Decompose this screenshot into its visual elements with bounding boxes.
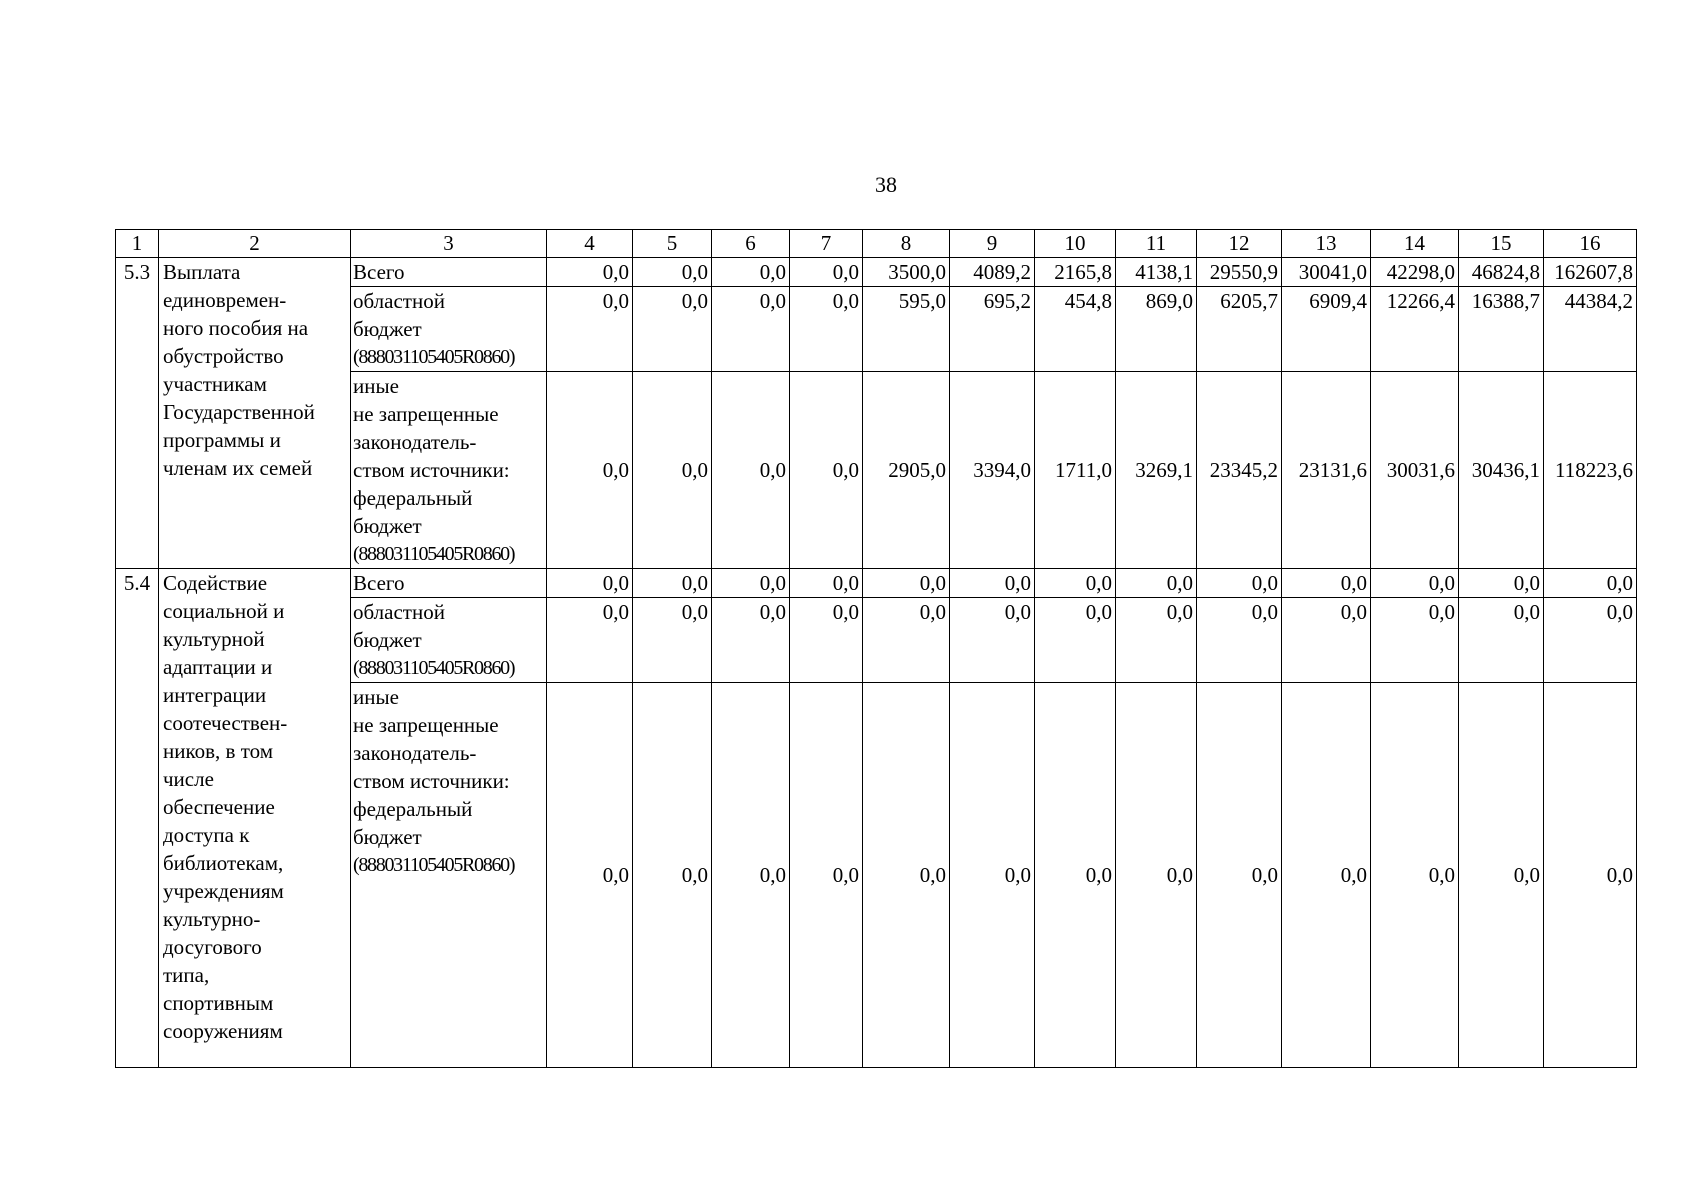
measure-name-line: культурной [163,627,265,651]
value-cell: 3394,0 [950,372,1035,569]
value-cell: 0,0 [712,258,790,287]
value-cell: 0,0 [1197,683,1282,1068]
value-cell: 0,0 [633,683,712,1068]
value-cell: 30041,0 [1282,258,1371,287]
value-cell: 30031,6 [1371,372,1459,569]
funding-source-line: бюджет [353,514,422,538]
measure-name-line: соотечествен- [163,711,288,735]
funding-source [351,569,547,598]
funding-source-line: законодатель- [353,741,477,765]
value-cell: 0,0 [950,683,1035,1068]
value-cell: 162607,8 [1544,258,1637,287]
value-cell: 0,0 [790,569,863,598]
value-cell: 0,0 [1197,598,1282,683]
funding-source-line: областной [353,600,445,624]
value-cell: 0,0 [633,372,712,569]
value-cell: 0,0 [1459,569,1544,598]
measure-name-line: Государственной [163,400,315,424]
value-cell: 0,0 [790,683,863,1068]
value-cell: 2905,0 [863,372,950,569]
value-cell: 4138,1 [1116,258,1197,287]
value-cell: 0,0 [547,258,633,287]
value-cell: 42298,0 [1371,258,1459,287]
funding-source-line: иные [353,374,399,398]
measure-name-line: ного пособия на [163,316,309,340]
value-cell: 29550,9 [1197,258,1282,287]
measure-name-line: ников, в том [163,739,273,763]
measure-name-line: учреждениям [163,879,284,903]
measure-name-line: досугового [163,935,262,959]
budget-code: (888031105405R0860) [353,657,515,679]
value-cell: 0,0 [1544,598,1637,683]
measure-name-line: спортивным [163,991,274,1015]
column-header: 9 [950,230,1035,258]
value-cell: 0,0 [712,569,790,598]
value-cell: 0,0 [633,258,712,287]
value-cell: 0,0 [790,598,863,683]
value-cell: 0,0 [790,372,863,569]
section-number: 5.4 [116,569,159,1068]
column-header: 10 [1035,230,1116,258]
column-header: 16 [1544,230,1637,258]
funding-source-line: бюджет [353,317,422,341]
value-cell: 1711,0 [1035,372,1116,569]
value-cell: 46824,8 [1459,258,1544,287]
budget-table [115,229,1637,1068]
value-cell: 0,0 [1371,598,1459,683]
value-cell: 12266,4 [1371,287,1459,372]
measure-name-line: адаптации и [163,655,273,679]
measure-name-line: программы и [163,428,281,452]
value-cell: 0,0 [712,683,790,1068]
value-cell: 3500,0 [863,258,950,287]
funding-source-line: областной [353,289,445,313]
value-cell: 0,0 [1282,569,1371,598]
column-header: 12 [1197,230,1282,258]
value-cell: 0,0 [1197,569,1282,598]
header-row [116,230,1637,258]
column-header: 5 [633,230,712,258]
table-row [116,569,1637,598]
funding-source-line: законодатель- [353,430,477,454]
value-cell: 23131,6 [1282,372,1371,569]
funding-source-line: Всего [353,571,405,595]
value-cell: 0,0 [712,287,790,372]
column-header: 7 [790,230,863,258]
value-cell: 0,0 [1459,683,1544,1068]
value-cell: 0,0 [633,287,712,372]
measure-name [159,258,351,569]
value-cell: 2165,8 [1035,258,1116,287]
value-cell: 0,0 [863,598,950,683]
budget-code: (888031105405R0860) [353,543,515,565]
table-row [116,258,1637,287]
value-cell: 0,0 [1544,683,1637,1068]
funding-source-line: федеральный [353,797,473,821]
measure-name-line: обеспечение [163,795,275,819]
value-cell: 0,0 [863,569,950,598]
funding-source [351,372,547,569]
funding-source-line: федеральный [353,486,473,510]
funding-source-line: иные [353,685,399,709]
funding-source-line: ством источники: [353,769,510,793]
measure-name-line: интеграции [163,683,267,707]
measure-name-line: участникам [163,372,267,396]
page-number: 38 [875,172,897,197]
value-cell: 23345,2 [1197,372,1282,569]
value-cell: 0,0 [633,569,712,598]
column-header: 4 [547,230,633,258]
value-cell: 118223,6 [1544,372,1637,569]
funding-source-line: не запрещенные [353,713,499,737]
measure-name [159,569,351,1068]
value-cell: 0,0 [790,287,863,372]
funding-source [351,287,547,372]
measure-name-line: членам их семей [163,456,313,480]
value-cell: 0,0 [547,683,633,1068]
measure-name-line: типа, [163,963,210,987]
value-cell: 0,0 [1544,569,1637,598]
value-cell: 0,0 [1371,569,1459,598]
column-header: 13 [1282,230,1371,258]
column-header: 2 [159,230,351,258]
value-cell: 16388,7 [1459,287,1544,372]
measure-name-line: числе [163,767,214,791]
value-cell: 695,2 [950,287,1035,372]
funding-source [351,598,547,683]
measure-name-line: библиотекам, [163,851,284,875]
section-number: 5.3 [116,258,159,569]
column-header: 3 [351,230,547,258]
value-cell: 6205,7 [1197,287,1282,372]
value-cell: 595,0 [863,287,950,372]
value-cell: 0,0 [1459,598,1544,683]
funding-source-line: Всего [353,260,405,284]
measure-name-line: доступа к [163,823,250,847]
value-cell: 0,0 [712,372,790,569]
value-cell: 0,0 [1116,683,1197,1068]
value-cell: 0,0 [1282,598,1371,683]
value-cell: 869,0 [1116,287,1197,372]
value-cell: 0,0 [1035,569,1116,598]
measure-name-line: Содействие [163,571,268,595]
budget-code: (888031105405R0860) [353,854,515,876]
column-header: 8 [863,230,950,258]
funding-source-line: ством источники: [353,458,510,482]
value-cell: 0,0 [1035,683,1116,1068]
column-header: 15 [1459,230,1544,258]
value-cell: 0,0 [1371,683,1459,1068]
value-cell: 0,0 [633,598,712,683]
value-cell: 0,0 [1035,598,1116,683]
value-cell: 6909,4 [1282,287,1371,372]
value-cell: 4089,2 [950,258,1035,287]
value-cell: 0,0 [712,598,790,683]
value-cell: 0,0 [1116,569,1197,598]
value-cell: 0,0 [950,569,1035,598]
funding-source-line: бюджет [353,825,422,849]
funding-source-line: не запрещенные [353,402,499,426]
value-cell: 0,0 [547,598,633,683]
column-header: 11 [1116,230,1197,258]
column-header: 1 [116,230,159,258]
value-cell: 0,0 [863,683,950,1068]
value-cell: 0,0 [547,287,633,372]
measure-name-line: Выплата [163,260,241,284]
measure-name-line: единовремен- [163,288,287,312]
table-body [116,258,1637,1068]
measure-name-line: социальной и [163,599,285,623]
value-cell: 3269,1 [1116,372,1197,569]
value-cell: 0,0 [790,258,863,287]
value-cell: 0,0 [547,372,633,569]
value-cell: 0,0 [1282,683,1371,1068]
budget-code: (888031105405R0860) [353,346,515,368]
funding-source-line: бюджет [353,628,422,652]
value-cell: 30436,1 [1459,372,1544,569]
value-cell: 0,0 [547,569,633,598]
column-header: 14 [1371,230,1459,258]
value-cell: 0,0 [950,598,1035,683]
column-header: 6 [712,230,790,258]
measure-name-line: культурно- [163,907,261,931]
measure-name-line: обустройство [163,344,284,368]
funding-source [351,683,547,1068]
value-cell: 44384,2 [1544,287,1637,372]
value-cell: 454,8 [1035,287,1116,372]
value-cell: 0,0 [1116,598,1197,683]
funding-source [351,258,547,287]
measure-name-line: сооружениям [163,1019,283,1043]
